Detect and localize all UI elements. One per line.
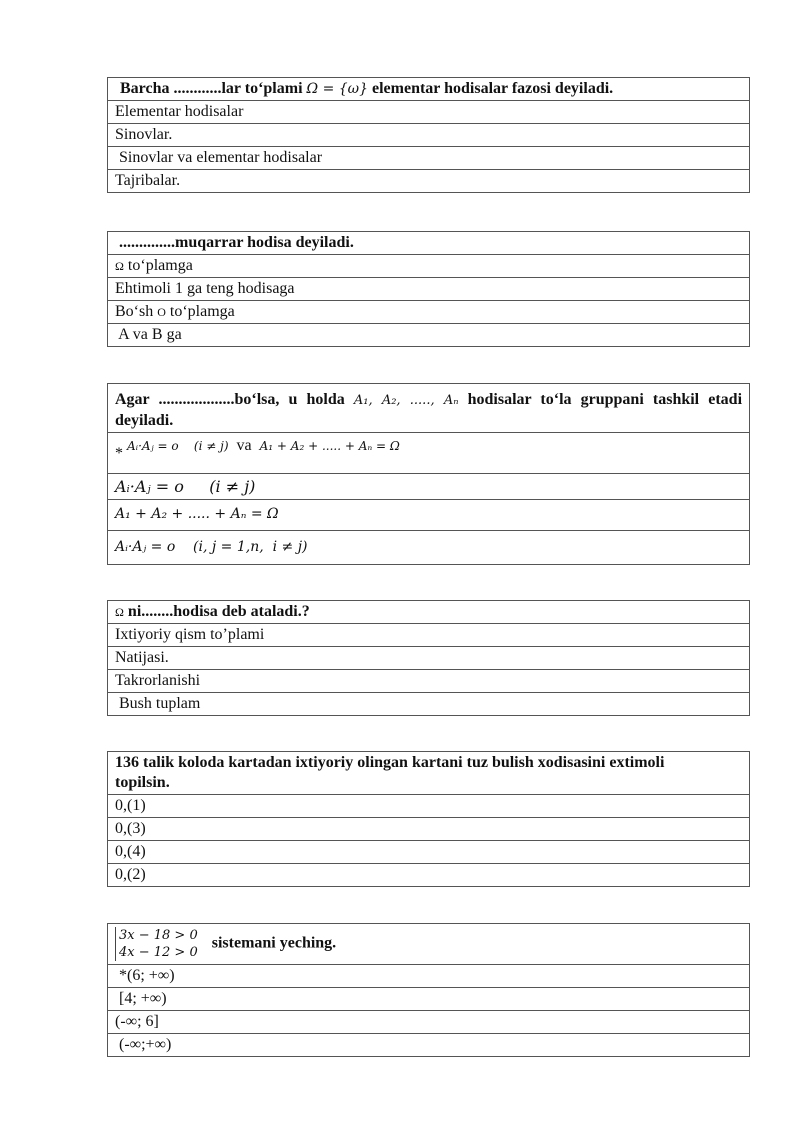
- option-2b[interactable]: Ehtimoli 1 ga teng hodisaga: [108, 277, 749, 300]
- option-4a[interactable]: Ixtiyoriy qism to’plami: [108, 623, 749, 646]
- option-3a[interactable]: * Aᵢ·Aⱼ = o (i ≠ j) va A₁ + A₂ + ..... + Aₙ = Ω: [108, 432, 749, 473]
- option-1d[interactable]: Tajribalar.: [108, 169, 749, 192]
- option-4d[interactable]: Bush tuplam: [108, 692, 749, 715]
- question-6-text: 3x − 18 > 0 4x − 12 > 0 sistemani yeching.: [108, 924, 749, 964]
- option-1b[interactable]: Sinovlar.: [108, 123, 749, 146]
- option-6c[interactable]: (-∞; 6]: [108, 1010, 749, 1033]
- option-3b[interactable]: Aᵢ·Aⱼ = o (i ≠ j): [108, 473, 749, 499]
- option-5b[interactable]: 0,(3): [108, 817, 749, 840]
- question-4: [107, 600, 750, 716]
- question-4-text: Ω ni........hodisa deb ataladi.?: [115, 603, 310, 620]
- option-2a[interactable]: Ω to‘plamga: [108, 254, 749, 277]
- question-2-text: ..............muqarrar hodisa deyiladi.: [115, 234, 354, 251]
- question-3-formula: A₁, A₂, ....., Aₙ: [353, 393, 459, 408]
- question-1-formula: Ω = {ω}: [306, 81, 368, 97]
- question-5: [107, 751, 750, 887]
- inequality-system: 3x − 18 > 0 4x − 12 > 0: [115, 927, 198, 961]
- option-4c[interactable]: Takrorlanishi: [108, 669, 749, 692]
- question-3-text: Agar ...................bo‘lsa, u holda A₁, A₂, ....., Aₙ hodisalar to‘la gruppani tashkil etadi deyiladi.: [115, 391, 743, 429]
- option-5d[interactable]: 0,(2): [108, 863, 749, 886]
- question-1-text: Barcha ............lar to‘plami Ω = {ω} elementar hodisalar fazosi deyiladi.: [120, 80, 614, 97]
- option-1c[interactable]: Sinovlar va elementar hodisalar: [108, 146, 749, 169]
- option-6d[interactable]: (-∞;+∞): [108, 1033, 749, 1056]
- option-3d[interactable]: Aᵢ·Aⱼ = o (i, j = 1,n, i ≠ j): [108, 530, 749, 564]
- question-5-text: 136 talik koloda kartadan ixtiyoriy olingan kartani tuz bulish xodisasini extimoli topilsin.: [115, 754, 665, 791]
- question-6: [107, 923, 750, 1057]
- option-3c[interactable]: A₁ + A₂ + ..... + Aₙ = Ω: [108, 499, 749, 530]
- option-2c[interactable]: Bo‘sh O to‘plamga: [108, 300, 749, 323]
- option-6b[interactable]: [4; +∞): [108, 987, 749, 1010]
- question-1: [107, 77, 750, 193]
- option-5a[interactable]: 0,(1): [108, 794, 749, 817]
- option-5c[interactable]: 0,(4): [108, 840, 749, 863]
- option-2d[interactable]: A va B ga: [108, 323, 749, 346]
- option-4b[interactable]: Natijasi.: [108, 646, 749, 669]
- option-6a[interactable]: *(6; +∞): [108, 964, 749, 987]
- question-3: [107, 383, 750, 565]
- question-2: [107, 231, 750, 347]
- option-1a[interactable]: Elementar hodisalar: [108, 100, 749, 123]
